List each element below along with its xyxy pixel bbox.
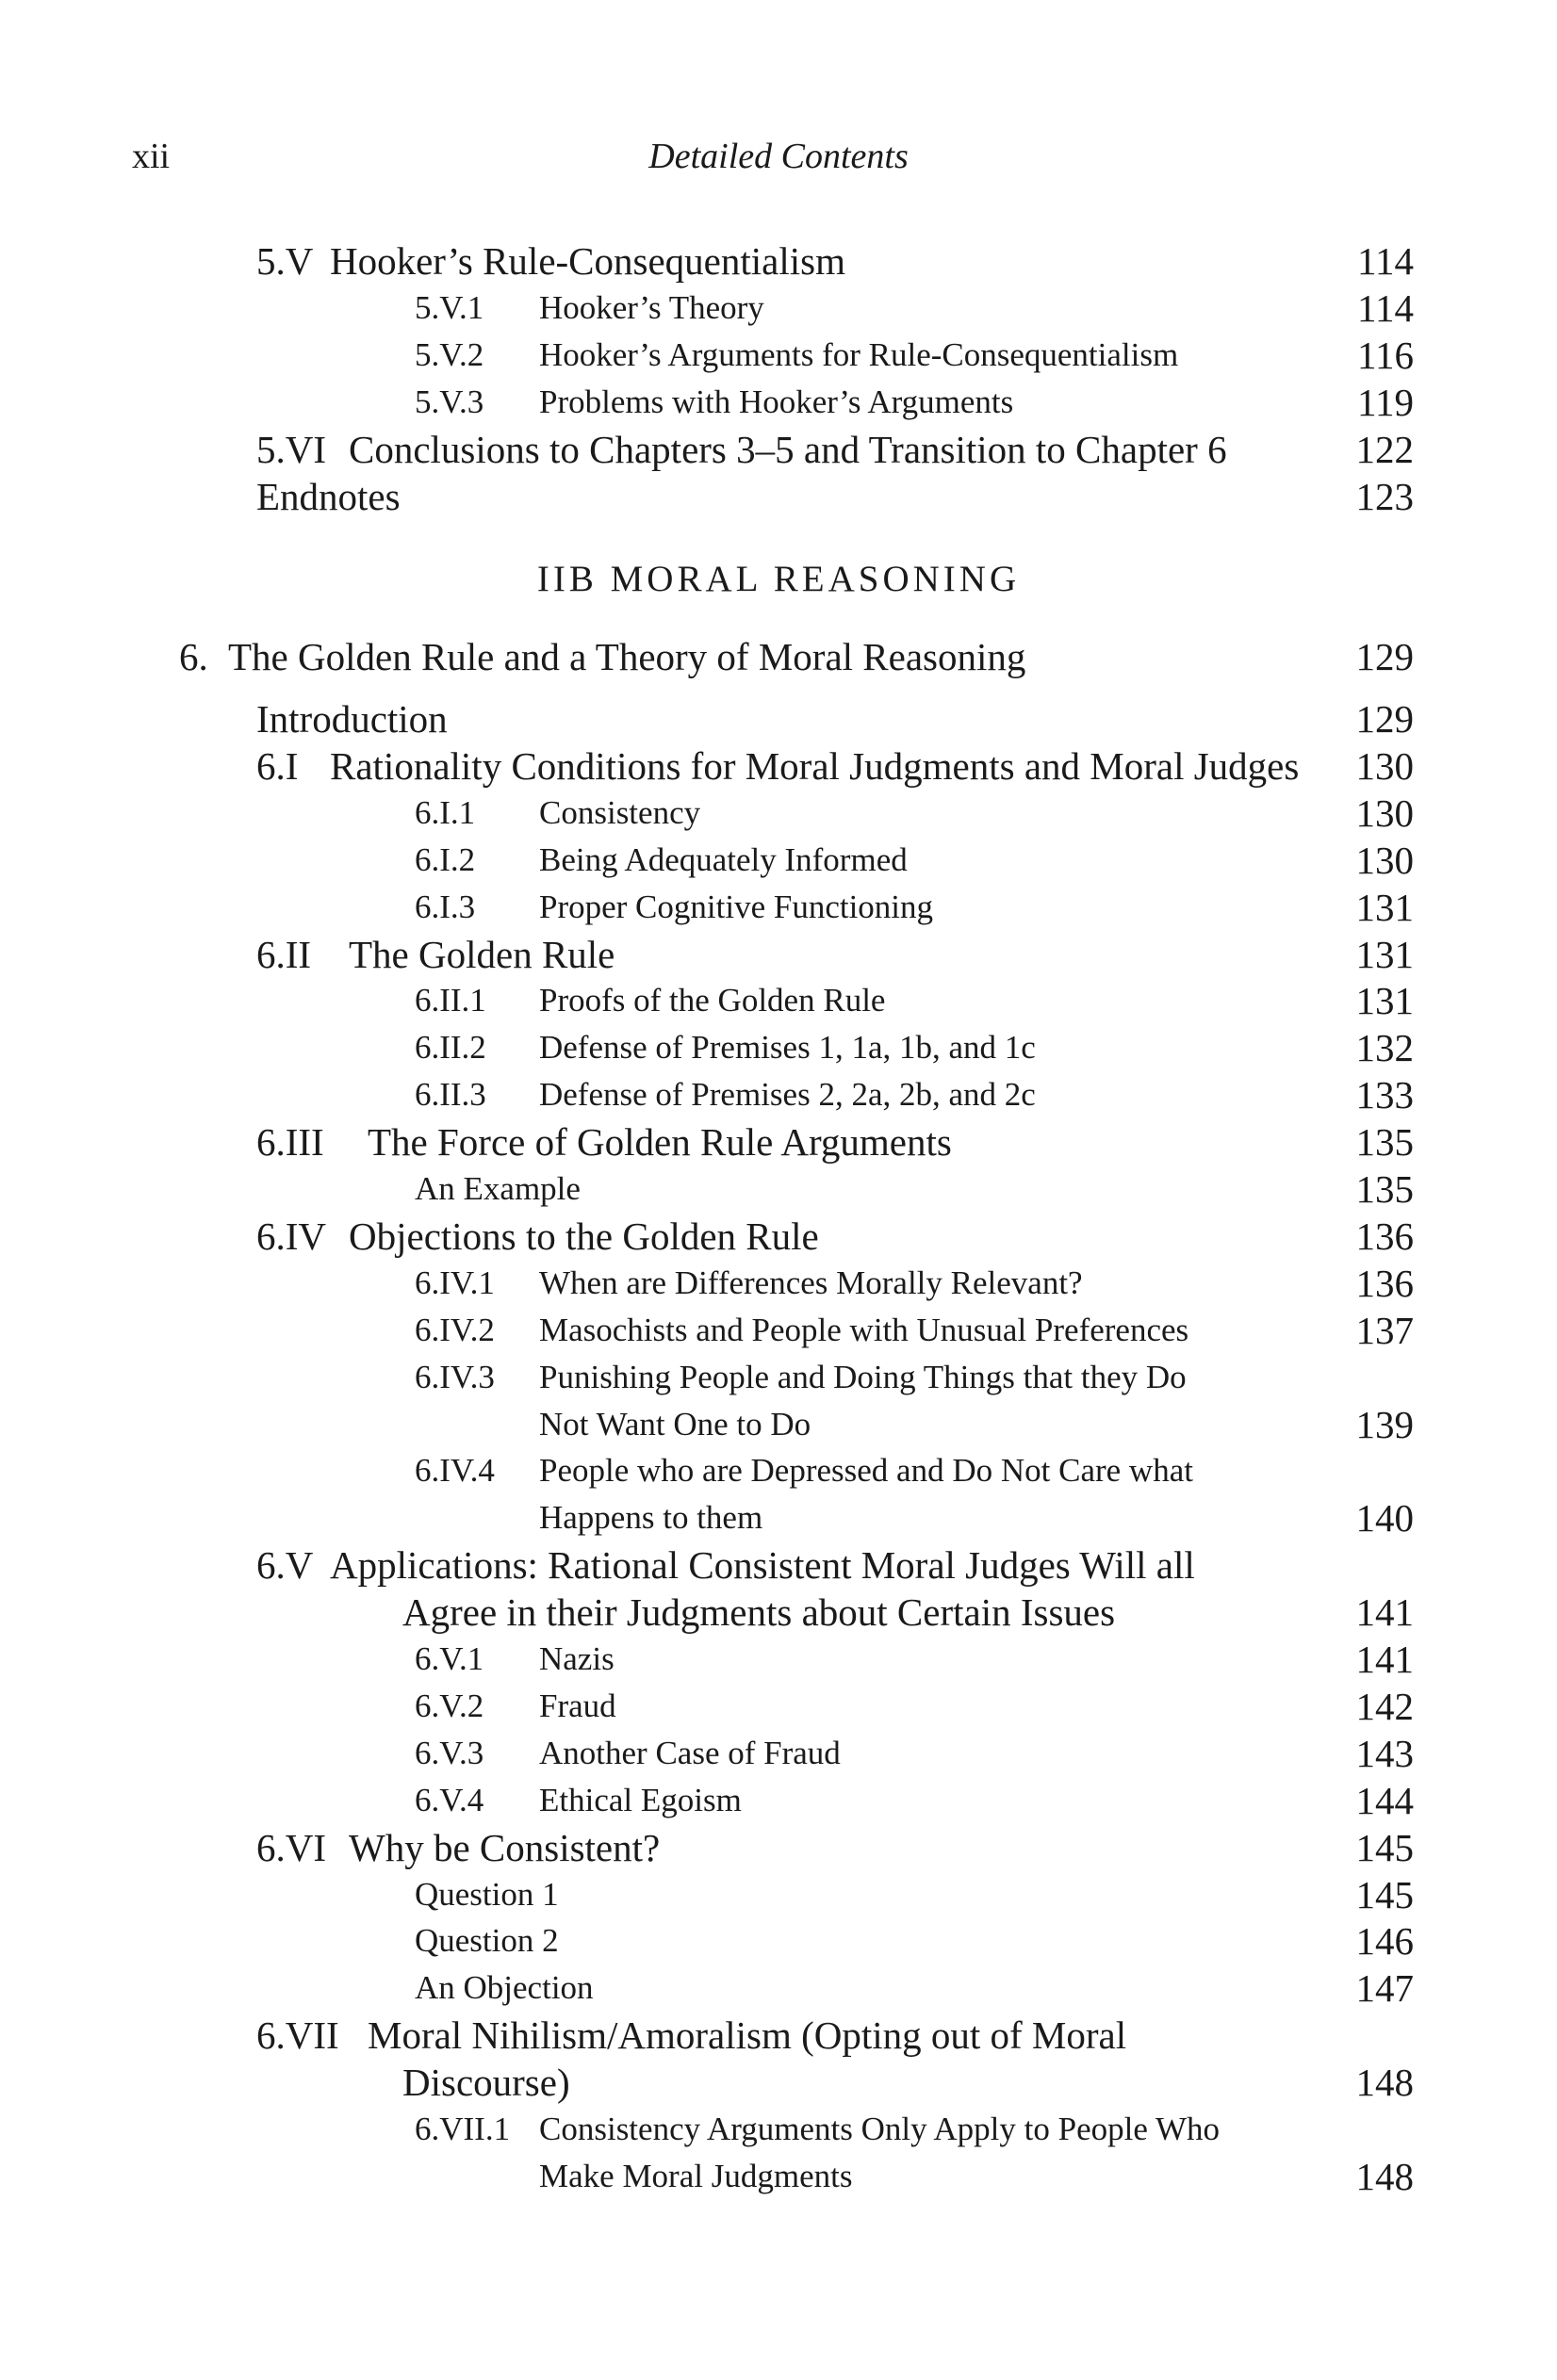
entry-page-number: 135 (1355, 1120, 1414, 1165)
toc-section-entry (0, 473, 1557, 520)
toc-section-entry (0, 2012, 1557, 2059)
entry-page-number: 131 (1355, 979, 1414, 1023)
entry-page-number: 137 (1355, 1308, 1414, 1352)
entry-number: 6.VII (256, 2013, 339, 2058)
entry-number: 6.VII.1 (415, 2111, 511, 2147)
entry-title: Why be Consistent? (349, 1825, 661, 1869)
entry-title: Proofs of the Golden Rule (539, 982, 886, 1019)
entry-page-number: 141 (1355, 1590, 1414, 1635)
entry-title: Hooker’s Theory (539, 288, 764, 326)
toc-subsection-entry (0, 332, 1557, 379)
entry-page-number: 148 (1355, 2154, 1414, 2198)
entry-page-number: 130 (1355, 791, 1414, 835)
toc-section-entry (0, 426, 1557, 473)
toc-subsection-entry (0, 1917, 1557, 1964)
entry-page-number: 142 (1355, 1684, 1414, 1728)
entry-page-number: 114 (1357, 285, 1414, 330)
toc-subsection-entry (0, 1777, 1557, 1824)
entry-number: 6.I.2 (415, 840, 476, 878)
entry-title: Introduction (256, 697, 448, 741)
entry-title: Consistency Arguments Only Apply to People Who (539, 2111, 1221, 2147)
entry-number: 6.V (256, 1543, 314, 1588)
toc-chapter (0, 633, 1557, 680)
toc-subsection-entry (0, 1024, 1557, 1071)
entry-page-number: 145 (1355, 1825, 1414, 1869)
entry-number: 6.VI (256, 1825, 327, 1869)
entry-number: 6.V.1 (415, 1640, 484, 1677)
entry-title: An Example (415, 1170, 581, 1207)
toc-subsection-entry (0, 1683, 1557, 1730)
entry-title: Question 1 (415, 1875, 559, 1913)
entry-number: 6.I (256, 743, 299, 788)
entry-number: 6.IV (256, 1214, 327, 1258)
running-head: Detailed Contents (648, 137, 909, 176)
entry-page-number: 140 (1355, 1496, 1414, 1540)
part-heading: IIB MORAL REASONING (536, 559, 1021, 599)
toc-section-entry (0, 742, 1557, 790)
page-number: xii (132, 137, 171, 176)
entry-number: 6.V.2 (415, 1687, 484, 1724)
entry-number: 5.V (256, 239, 314, 283)
entry-page-number: 119 (1357, 380, 1414, 424)
toc-subsection-entry (0, 790, 1557, 837)
entry-page-number: 147 (1355, 1966, 1414, 2011)
entry-title: Happens to them (539, 1499, 763, 1537)
entry-page-number: 116 (1357, 333, 1414, 377)
chapter-number: 6. (179, 635, 208, 678)
toc-subsection-entry (0, 379, 1557, 426)
toc-subsection-entry (0, 1307, 1557, 1354)
entry-page-number: 114 (1357, 239, 1414, 283)
entry-title: Problems with Hooker’s Arguments (539, 383, 1014, 420)
toc-section-entry (0, 237, 1557, 285)
toc-section-entry (0, 1118, 1557, 1166)
toc-section-entry (0, 931, 1557, 978)
toc-subsection-entry (0, 837, 1557, 884)
entry-title: Ethical Egoism (539, 1781, 742, 1818)
entry-title: Defense of Premises 1, 1a, 1b, and 1c (539, 1029, 1036, 1067)
entry-page-number: 136 (1355, 1261, 1414, 1305)
toc-subsection-entry (0, 2106, 1557, 2153)
entry-title: Nazis (539, 1640, 615, 1677)
toc-subsection-entry (0, 977, 1557, 1024)
entry-page-number: 146 (1355, 1919, 1414, 1964)
entry-number: 5.VI (256, 427, 327, 471)
entry-page-number: 133 (1355, 1073, 1414, 1117)
entry-page-number: 145 (1355, 1872, 1414, 1916)
entry-title: Another Case of Fraud (539, 1734, 841, 1771)
entry-page-number: 130 (1355, 838, 1414, 882)
entry-title: Question 2 (415, 1922, 559, 1960)
entry-number: 6.IV.4 (415, 1452, 495, 1490)
toc-subsection-entry (0, 1494, 1557, 1541)
toc-subsection-entry (0, 1071, 1557, 1118)
entry-page-number: 131 (1355, 885, 1414, 929)
toc-section-entry (0, 695, 1557, 742)
entry-title: The Golden Rule (349, 932, 615, 976)
entry-title: Proper Cognitive Functioning (539, 888, 934, 925)
entry-title: Applications: Rational Consistent Moral Judges Will all (330, 1543, 1195, 1588)
toc-subsection-entry (0, 1354, 1557, 1401)
entry-number: 6.IV.1 (415, 1263, 495, 1301)
toc-section-entry (0, 2059, 1557, 2106)
entry-title: Punishing People and Doing Things that they Do (539, 1358, 1187, 1395)
entry-number: 6.V.3 (415, 1734, 484, 1771)
entry-title: Discourse) (402, 2061, 570, 2105)
entry-number: 5.V.3 (415, 383, 484, 420)
entry-page-number: 132 (1355, 1026, 1414, 1070)
entry-title: Moral Nihilism/Amoralism (Opting out of Moral (368, 2013, 1127, 2058)
toc-subsection-entry (0, 1730, 1557, 1777)
entry-title: Fraud (539, 1687, 616, 1724)
toc-section-entry (0, 1213, 1557, 1260)
entry-number: 6.I.3 (415, 888, 476, 925)
entry-page-number: 122 (1355, 427, 1414, 471)
entry-number: 6.I.1 (415, 793, 476, 831)
entry-number: 6.IV.2 (415, 1311, 495, 1348)
entry-title: People who are Depressed and Do Not Care what (539, 1452, 1193, 1490)
entry-page-number: 131 (1355, 932, 1414, 976)
entry-title: Being Adequately Informed (539, 840, 908, 878)
toc-subsection-entry (0, 1166, 1557, 1213)
entry-title: Rationality Conditions for Moral Judgments and Moral Judges (330, 743, 1300, 788)
toc-subsection-entry (0, 285, 1557, 332)
entry-title: When are Differences Morally Relevant? (539, 1263, 1083, 1301)
entry-title: Defense of Premises 2, 2a, 2b, and 2c (539, 1076, 1036, 1114)
entry-title: Consistency (539, 793, 701, 831)
toc-subsection-entry (0, 1964, 1557, 2012)
entry-number: 6.II.1 (415, 982, 486, 1019)
toc-section-entry (0, 1589, 1557, 1636)
entry-page-number: 135 (1355, 1167, 1414, 1211)
entry-title: Hooker’s Arguments for Rule-Consequentialism (539, 335, 1179, 373)
entry-title: Not Want One to Do (539, 1405, 811, 1443)
toc-subsection-entry (0, 1401, 1557, 1448)
toc-subsection-entry (0, 1447, 1557, 1494)
entry-page-number: 144 (1355, 1778, 1414, 1822)
entry-page-number: 123 (1355, 474, 1414, 518)
toc-section-entry (0, 1541, 1557, 1589)
entry-page-number: 143 (1355, 1731, 1414, 1775)
entry-number: 5.V.1 (415, 288, 484, 326)
entry-page-number: 141 (1355, 1638, 1414, 1681)
entry-number: 5.V.2 (415, 335, 484, 373)
entry-title: The Force of Golden Rule Arguments (368, 1120, 952, 1165)
entry-page-number: 139 (1355, 1402, 1414, 1446)
entry-page-number: 130 (1355, 743, 1414, 788)
entry-page-number: 136 (1355, 1214, 1414, 1258)
entry-title: Hooker’s Rule-Consequentialism (330, 239, 845, 283)
entry-page-number: 129 (1355, 697, 1414, 741)
entry-title: Agree in their Judgments about Certain Issues (402, 1590, 1116, 1635)
entry-title: Conclusions to Chapters 3–5 and Transition to Chapter 6 (349, 427, 1227, 471)
entry-number: 6.II (256, 932, 312, 976)
toc-subsection-entry (0, 1871, 1557, 1918)
entry-number: 6.II.3 (415, 1076, 486, 1114)
toc-subsection-entry (0, 1260, 1557, 1307)
entry-number: 6.II.2 (415, 1029, 486, 1067)
toc-section-entry (0, 1824, 1557, 1871)
toc-subsection-entry (0, 1636, 1557, 1683)
toc-subsection-entry (0, 884, 1557, 931)
entry-title: Endnotes (256, 474, 401, 518)
entry-number: 6.IV.3 (415, 1358, 495, 1395)
toc-subsection-entry (0, 2153, 1557, 2200)
entry-title: Make Moral Judgments (539, 2157, 853, 2194)
entry-number: 6.V.4 (415, 1781, 484, 1818)
chapter-title: The Golden Rule and a Theory of Moral Reasoning (228, 635, 1026, 678)
chapter-page: 129 (1355, 635, 1414, 678)
entry-title: Objections to the Golden Rule (349, 1214, 819, 1258)
entry-page-number: 148 (1355, 2061, 1414, 2105)
entry-title: An Objection (415, 1969, 594, 2007)
entry-title: Masochists and People with Unusual Preferences (539, 1311, 1189, 1348)
entry-number: 6.III (256, 1120, 324, 1165)
